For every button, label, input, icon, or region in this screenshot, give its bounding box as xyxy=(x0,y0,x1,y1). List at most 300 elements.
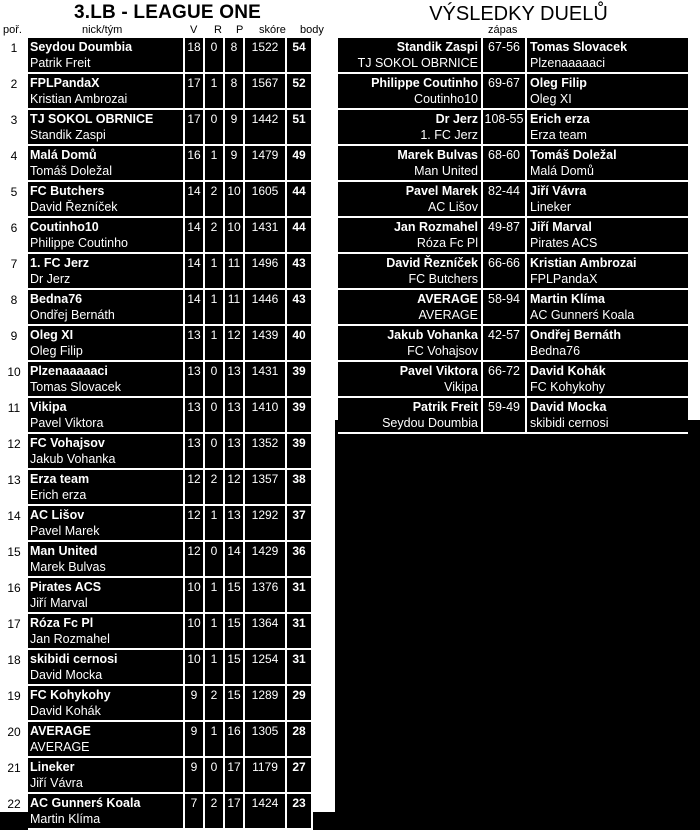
away-manager: Kristian Ambrozai xyxy=(530,256,637,270)
duel-result: 49-87 xyxy=(483,218,527,254)
rank-cell: 14 xyxy=(7,509,21,523)
standings-title: 3.LB - LEAGUE ONE xyxy=(73,2,262,23)
team-name: FC Butchers xyxy=(30,184,105,198)
away-side xyxy=(527,146,688,182)
score-cell: 1376 xyxy=(245,578,287,614)
score-cell: 1446 xyxy=(245,290,287,326)
team-name: Coutinho10 xyxy=(30,220,99,234)
draws-cell: 1 xyxy=(205,614,225,650)
manager-name: Tomáš Doležal xyxy=(30,164,112,178)
away-manager: Jiří Marval xyxy=(530,220,592,234)
rank-cell: 20 xyxy=(7,725,21,739)
points-cell: 44 xyxy=(287,218,313,254)
away-side xyxy=(527,110,688,146)
losses-cell: 17 xyxy=(225,758,245,794)
wins-cell: 12 xyxy=(185,542,205,578)
manager-name: Oleg Filip xyxy=(30,344,83,358)
home-side xyxy=(338,290,483,326)
score-cell: 1567 xyxy=(245,74,287,110)
duel-row xyxy=(338,398,688,434)
duel-result: 69-67 xyxy=(483,74,527,110)
losses-cell: 14 xyxy=(225,542,245,578)
draws-cell: 1 xyxy=(205,146,225,182)
team-cell xyxy=(28,650,185,686)
away-team: Bedna76 xyxy=(530,344,581,358)
header-score: skóre xyxy=(259,24,286,36)
team-cell xyxy=(28,542,185,578)
duel-result: 42-57 xyxy=(483,326,527,362)
team-cell xyxy=(28,794,185,830)
rank-cell: 15 xyxy=(7,545,21,559)
team-name: FC Vohajsov xyxy=(30,436,105,450)
manager-name: Martin Klíma xyxy=(30,812,101,826)
team-cell xyxy=(28,722,185,758)
manager-name: Erich erza xyxy=(30,488,87,502)
draws-cell: 2 xyxy=(205,794,225,830)
wins-cell: 17 xyxy=(185,74,205,110)
manager-name: Pavel Marek xyxy=(30,524,100,538)
manager-name: Jakub Vohanka xyxy=(30,452,116,466)
points-cell: 31 xyxy=(287,578,313,614)
home-team: FC Vohajsov xyxy=(407,344,478,358)
home-manager: Standik Zaspi xyxy=(396,40,478,54)
team-name: Man United xyxy=(30,544,98,558)
losses-cell: 8 xyxy=(225,74,245,110)
table-row xyxy=(0,398,313,434)
team-cell xyxy=(28,74,185,110)
away-side xyxy=(527,182,688,218)
home-manager: Patrik Freit xyxy=(412,400,478,414)
team-name: AC Lišov xyxy=(30,508,85,522)
home-side xyxy=(338,326,483,362)
home-team: Vikipa xyxy=(444,380,478,394)
score-cell: 1352 xyxy=(245,434,287,470)
duel-result: 66-72 xyxy=(483,362,527,398)
losses-cell: 15 xyxy=(225,686,245,722)
away-manager: Martin Klíma xyxy=(530,292,606,306)
team-name: AVERAGE xyxy=(30,724,91,738)
home-side xyxy=(338,254,483,290)
team-cell xyxy=(28,398,185,434)
duels-table xyxy=(338,38,688,434)
points-cell: 31 xyxy=(287,650,313,686)
wins-cell: 13 xyxy=(185,326,205,362)
points-cell: 43 xyxy=(287,254,313,290)
wins-cell: 7 xyxy=(185,794,205,830)
table-row xyxy=(0,650,313,686)
wins-cell: 14 xyxy=(185,218,205,254)
losses-cell: 10 xyxy=(225,218,245,254)
score-cell: 1179 xyxy=(245,758,287,794)
table-row xyxy=(0,542,313,578)
team-cell xyxy=(28,146,185,182)
draws-cell: 1 xyxy=(205,290,225,326)
manager-name: Kristian Ambrozai xyxy=(30,92,128,106)
wins-cell: 17 xyxy=(185,110,205,146)
manager-name: Patrik Freit xyxy=(30,56,91,70)
away-team: FC Kohykohy xyxy=(530,380,606,394)
home-team: Coutinho10 xyxy=(414,92,478,106)
duel-row xyxy=(338,146,688,182)
team-name: Seydou Doumbia xyxy=(30,40,133,54)
table-row xyxy=(0,218,313,254)
duel-row xyxy=(338,38,688,74)
duel-row xyxy=(338,182,688,218)
home-team: FC Butchers xyxy=(408,272,478,286)
team-name: Erza team xyxy=(30,472,90,486)
team-cell xyxy=(28,614,185,650)
wins-cell: 13 xyxy=(185,398,205,434)
losses-cell: 12 xyxy=(225,470,245,506)
away-team: FPLPandaX xyxy=(530,272,598,286)
score-cell: 1605 xyxy=(245,182,287,218)
away-manager: Tomáš Doležal xyxy=(530,148,617,162)
team-cell xyxy=(28,470,185,506)
team-name: Malá Domů xyxy=(30,148,97,162)
points-cell: 52 xyxy=(287,74,313,110)
wins-cell: 10 xyxy=(185,614,205,650)
team-name: Vikipa xyxy=(30,400,67,414)
header-losses: P xyxy=(236,24,244,36)
manager-name: Marek Bulvas xyxy=(30,560,106,574)
home-manager: Jan Rozmahel xyxy=(393,220,478,234)
points-cell: 23 xyxy=(287,794,313,830)
table-row xyxy=(0,362,313,398)
team-cell xyxy=(28,362,185,398)
table-row xyxy=(0,506,313,542)
team-cell xyxy=(28,290,185,326)
team-cell xyxy=(28,434,185,470)
score-cell: 1431 xyxy=(245,362,287,398)
home-side xyxy=(338,74,483,110)
table-row xyxy=(0,578,313,614)
home-side xyxy=(338,398,483,434)
team-name: TJ SOKOL OBRNICE xyxy=(30,112,154,126)
home-side xyxy=(338,182,483,218)
home-team: Seydou Doumbia xyxy=(382,416,478,430)
home-manager: AVERAGE xyxy=(417,292,478,306)
team-name: Oleg XI xyxy=(30,328,74,342)
draws-cell: 2 xyxy=(205,182,225,218)
score-cell: 1364 xyxy=(245,614,287,650)
points-cell: 39 xyxy=(287,434,313,470)
points-cell: 29 xyxy=(287,686,313,722)
rank-cell: 21 xyxy=(7,761,21,775)
away-manager: Jiří Vávra xyxy=(530,184,587,198)
header-pos: poř. xyxy=(3,24,22,36)
losses-cell: 17 xyxy=(225,794,245,830)
home-side xyxy=(338,110,483,146)
manager-name: Jiří Vávra xyxy=(30,776,83,790)
manager-name: AVERAGE xyxy=(30,740,90,754)
wins-cell: 10 xyxy=(185,650,205,686)
rank-cell: 22 xyxy=(7,797,21,811)
team-cell xyxy=(28,38,185,74)
duel-row xyxy=(338,74,688,110)
score-cell: 1254 xyxy=(245,650,287,686)
score-cell: 1439 xyxy=(245,326,287,362)
away-manager: Tomas Slovacek xyxy=(530,40,628,54)
score-cell: 1431 xyxy=(245,218,287,254)
home-team: TJ SOKOL OBRNICE xyxy=(357,56,478,70)
away-side xyxy=(527,290,688,326)
points-cell: 38 xyxy=(287,470,313,506)
home-manager: David Řezníček xyxy=(386,256,478,270)
draws-cell: 0 xyxy=(205,38,225,74)
header-wins: V xyxy=(190,24,198,36)
manager-name: Standik Zaspi xyxy=(30,128,106,142)
rank-cell: 10 xyxy=(7,365,21,379)
wins-cell: 13 xyxy=(185,362,205,398)
draws-cell: 1 xyxy=(205,74,225,110)
table-row xyxy=(0,758,313,794)
rank-cell: 3 xyxy=(10,113,18,127)
points-cell: 37 xyxy=(287,506,313,542)
manager-name: Ondřej Bernáth xyxy=(30,308,115,322)
losses-cell: 10 xyxy=(225,182,245,218)
losses-cell: 13 xyxy=(225,506,245,542)
draws-cell: 0 xyxy=(205,110,225,146)
rank-cell: 5 xyxy=(10,185,18,199)
losses-cell: 15 xyxy=(225,614,245,650)
points-cell: 44 xyxy=(287,182,313,218)
rank-cell: 8 xyxy=(10,293,18,307)
rank-cell: 13 xyxy=(7,473,21,487)
manager-name: Dr Jerz xyxy=(30,272,71,286)
away-side xyxy=(527,38,688,74)
home-team: Róza Fc Pl xyxy=(416,236,478,250)
rank-cell: 1 xyxy=(10,41,18,55)
duel-result: 67-56 xyxy=(483,38,527,74)
away-manager: Ondřej Bernáth xyxy=(530,328,621,342)
home-manager: Philippe Coutinho xyxy=(371,76,478,90)
duel-result: 68-60 xyxy=(483,146,527,182)
manager-name: Pavel Viktora xyxy=(30,416,104,430)
score-cell: 1496 xyxy=(245,254,287,290)
duel-result: 59-49 xyxy=(483,398,527,434)
points-cell: 39 xyxy=(287,398,313,434)
draws-cell: 0 xyxy=(205,398,225,434)
away-side xyxy=(527,74,688,110)
losses-cell: 9 xyxy=(225,146,245,182)
table-row xyxy=(0,254,313,290)
team-name: 1. FC Jerz xyxy=(30,256,90,270)
rank-cell: 17 xyxy=(7,617,21,631)
manager-name: Jiří Marval xyxy=(30,596,88,610)
team-name: FPLPandaX xyxy=(30,76,100,90)
home-side xyxy=(338,38,483,74)
header-draws: R xyxy=(214,24,222,36)
team-name: Lineker xyxy=(30,760,75,774)
draws-cell: 0 xyxy=(205,362,225,398)
away-team: Erza team xyxy=(530,128,587,142)
manager-name: Philippe Coutinho xyxy=(30,236,128,250)
draws-cell: 1 xyxy=(205,254,225,290)
team-name: Bedna76 xyxy=(30,292,83,306)
rank-cell: 7 xyxy=(10,257,18,271)
table-row xyxy=(0,290,313,326)
home-team: AVERAGE xyxy=(418,308,478,322)
team-cell xyxy=(28,578,185,614)
rank-cell: 18 xyxy=(7,653,21,667)
manager-name: David Kohák xyxy=(30,704,101,718)
team-name: FC Kohykohy xyxy=(30,688,111,702)
draws-cell: 1 xyxy=(205,722,225,758)
draws-cell: 1 xyxy=(205,326,225,362)
draws-cell: 1 xyxy=(205,578,225,614)
score-cell: 1424 xyxy=(245,794,287,830)
rank-cell: 12 xyxy=(7,437,21,451)
losses-cell: 13 xyxy=(225,398,245,434)
team-name: Róza Fc Pl xyxy=(30,616,94,630)
table-row xyxy=(0,38,313,74)
wins-cell: 10 xyxy=(185,578,205,614)
manager-name: David Řezníček xyxy=(30,200,118,214)
duel-result: 66-66 xyxy=(483,254,527,290)
wins-cell: 18 xyxy=(185,38,205,74)
home-manager: Pavel Marek xyxy=(405,184,478,198)
score-cell: 1289 xyxy=(245,686,287,722)
score-cell: 1305 xyxy=(245,722,287,758)
losses-cell: 13 xyxy=(225,362,245,398)
home-team: 1. FC Jerz xyxy=(420,128,478,142)
losses-cell: 12 xyxy=(225,326,245,362)
table-row xyxy=(0,74,313,110)
manager-name: Tomas Slovacek xyxy=(30,380,122,394)
team-cell xyxy=(28,758,185,794)
table-row xyxy=(0,686,313,722)
away-side xyxy=(527,398,688,434)
losses-cell: 11 xyxy=(225,254,245,290)
home-side xyxy=(338,362,483,398)
manager-name: David Mocka xyxy=(30,668,103,682)
score-cell: 1522 xyxy=(245,38,287,74)
duel-row xyxy=(338,362,688,398)
home-team: Man United xyxy=(414,164,478,178)
away-side xyxy=(527,362,688,398)
team-cell xyxy=(28,254,185,290)
table-row xyxy=(0,182,313,218)
team-name: Plzenaaaaaci xyxy=(30,364,108,378)
rank-cell: 16 xyxy=(7,581,21,595)
duel-row xyxy=(338,290,688,326)
points-cell: 49 xyxy=(287,146,313,182)
losses-cell: 15 xyxy=(225,650,245,686)
rank-cell: 4 xyxy=(10,149,18,163)
score-cell: 1429 xyxy=(245,542,287,578)
duels-subheader: zápas xyxy=(488,24,518,36)
draws-cell: 0 xyxy=(205,542,225,578)
points-cell: 28 xyxy=(287,722,313,758)
table-row xyxy=(0,794,313,830)
table-row xyxy=(0,110,313,146)
rank-cell: 9 xyxy=(10,329,18,343)
header-points: body xyxy=(300,24,324,36)
duel-result: 58-94 xyxy=(483,290,527,326)
away-team: Oleg XI xyxy=(530,92,572,106)
rank-cell: 19 xyxy=(7,689,21,703)
table-row xyxy=(0,722,313,758)
draws-cell: 2 xyxy=(205,470,225,506)
standings-table xyxy=(0,38,313,830)
away-manager: Erich erza xyxy=(530,112,590,126)
losses-cell: 13 xyxy=(225,434,245,470)
table-row xyxy=(0,470,313,506)
score-cell: 1410 xyxy=(245,398,287,434)
team-cell xyxy=(28,326,185,362)
draws-cell: 1 xyxy=(205,650,225,686)
duel-result: 108-55 xyxy=(483,110,527,146)
points-cell: 27 xyxy=(287,758,313,794)
away-team: AC Gunnerś Koala xyxy=(530,308,635,322)
wins-cell: 12 xyxy=(185,470,205,506)
duel-row xyxy=(338,254,688,290)
away-side xyxy=(527,254,688,290)
points-cell: 51 xyxy=(287,110,313,146)
team-cell xyxy=(28,686,185,722)
team-cell xyxy=(28,506,185,542)
wins-cell: 9 xyxy=(185,722,205,758)
home-manager: Pavel Viktora xyxy=(399,364,478,378)
rank-cell: 11 xyxy=(7,401,21,415)
points-cell: 36 xyxy=(287,542,313,578)
away-team: Lineker xyxy=(530,200,571,214)
losses-cell: 16 xyxy=(225,722,245,758)
home-manager: Jakub Vohanka xyxy=(387,328,478,342)
table-row xyxy=(0,326,313,362)
home-side xyxy=(338,218,483,254)
losses-cell: 15 xyxy=(225,578,245,614)
duel-result: 82-44 xyxy=(483,182,527,218)
home-manager: Marek Bulvas xyxy=(397,148,478,162)
losses-cell: 9 xyxy=(225,110,245,146)
score-cell: 1442 xyxy=(245,110,287,146)
draws-cell: 2 xyxy=(205,218,225,254)
rank-cell: 2 xyxy=(10,77,18,91)
wins-cell: 13 xyxy=(185,434,205,470)
team-name: Pirates ACS xyxy=(30,580,102,594)
team-name: skibidi cernosi xyxy=(30,652,118,666)
away-team: Pirates ACS xyxy=(530,236,598,250)
points-cell: 40 xyxy=(287,326,313,362)
team-name: AC Gunnerś Koala xyxy=(30,796,141,810)
score-cell: 1357 xyxy=(245,470,287,506)
points-cell: 54 xyxy=(287,38,313,74)
score-cell: 1479 xyxy=(245,146,287,182)
draws-cell: 1 xyxy=(205,506,225,542)
duel-row xyxy=(338,326,688,362)
wins-cell: 14 xyxy=(185,182,205,218)
table-row xyxy=(0,614,313,650)
team-cell xyxy=(28,110,185,146)
points-cell: 31 xyxy=(287,614,313,650)
duels-title: VÝSLEDKY DUELŮ xyxy=(429,3,608,25)
away-manager: David Kohák xyxy=(530,364,606,378)
away-manager: Oleg Filip xyxy=(530,76,587,90)
home-side xyxy=(338,146,483,182)
team-cell xyxy=(28,182,185,218)
points-cell: 39 xyxy=(287,362,313,398)
away-side xyxy=(527,218,688,254)
losses-cell: 8 xyxy=(225,38,245,74)
home-team: AC Lišov xyxy=(427,200,478,214)
wins-cell: 14 xyxy=(185,254,205,290)
away-side xyxy=(527,326,688,362)
duel-row xyxy=(338,110,688,146)
draws-cell: 0 xyxy=(205,758,225,794)
table-row xyxy=(0,434,313,470)
away-team: Malá Domů xyxy=(530,164,594,178)
